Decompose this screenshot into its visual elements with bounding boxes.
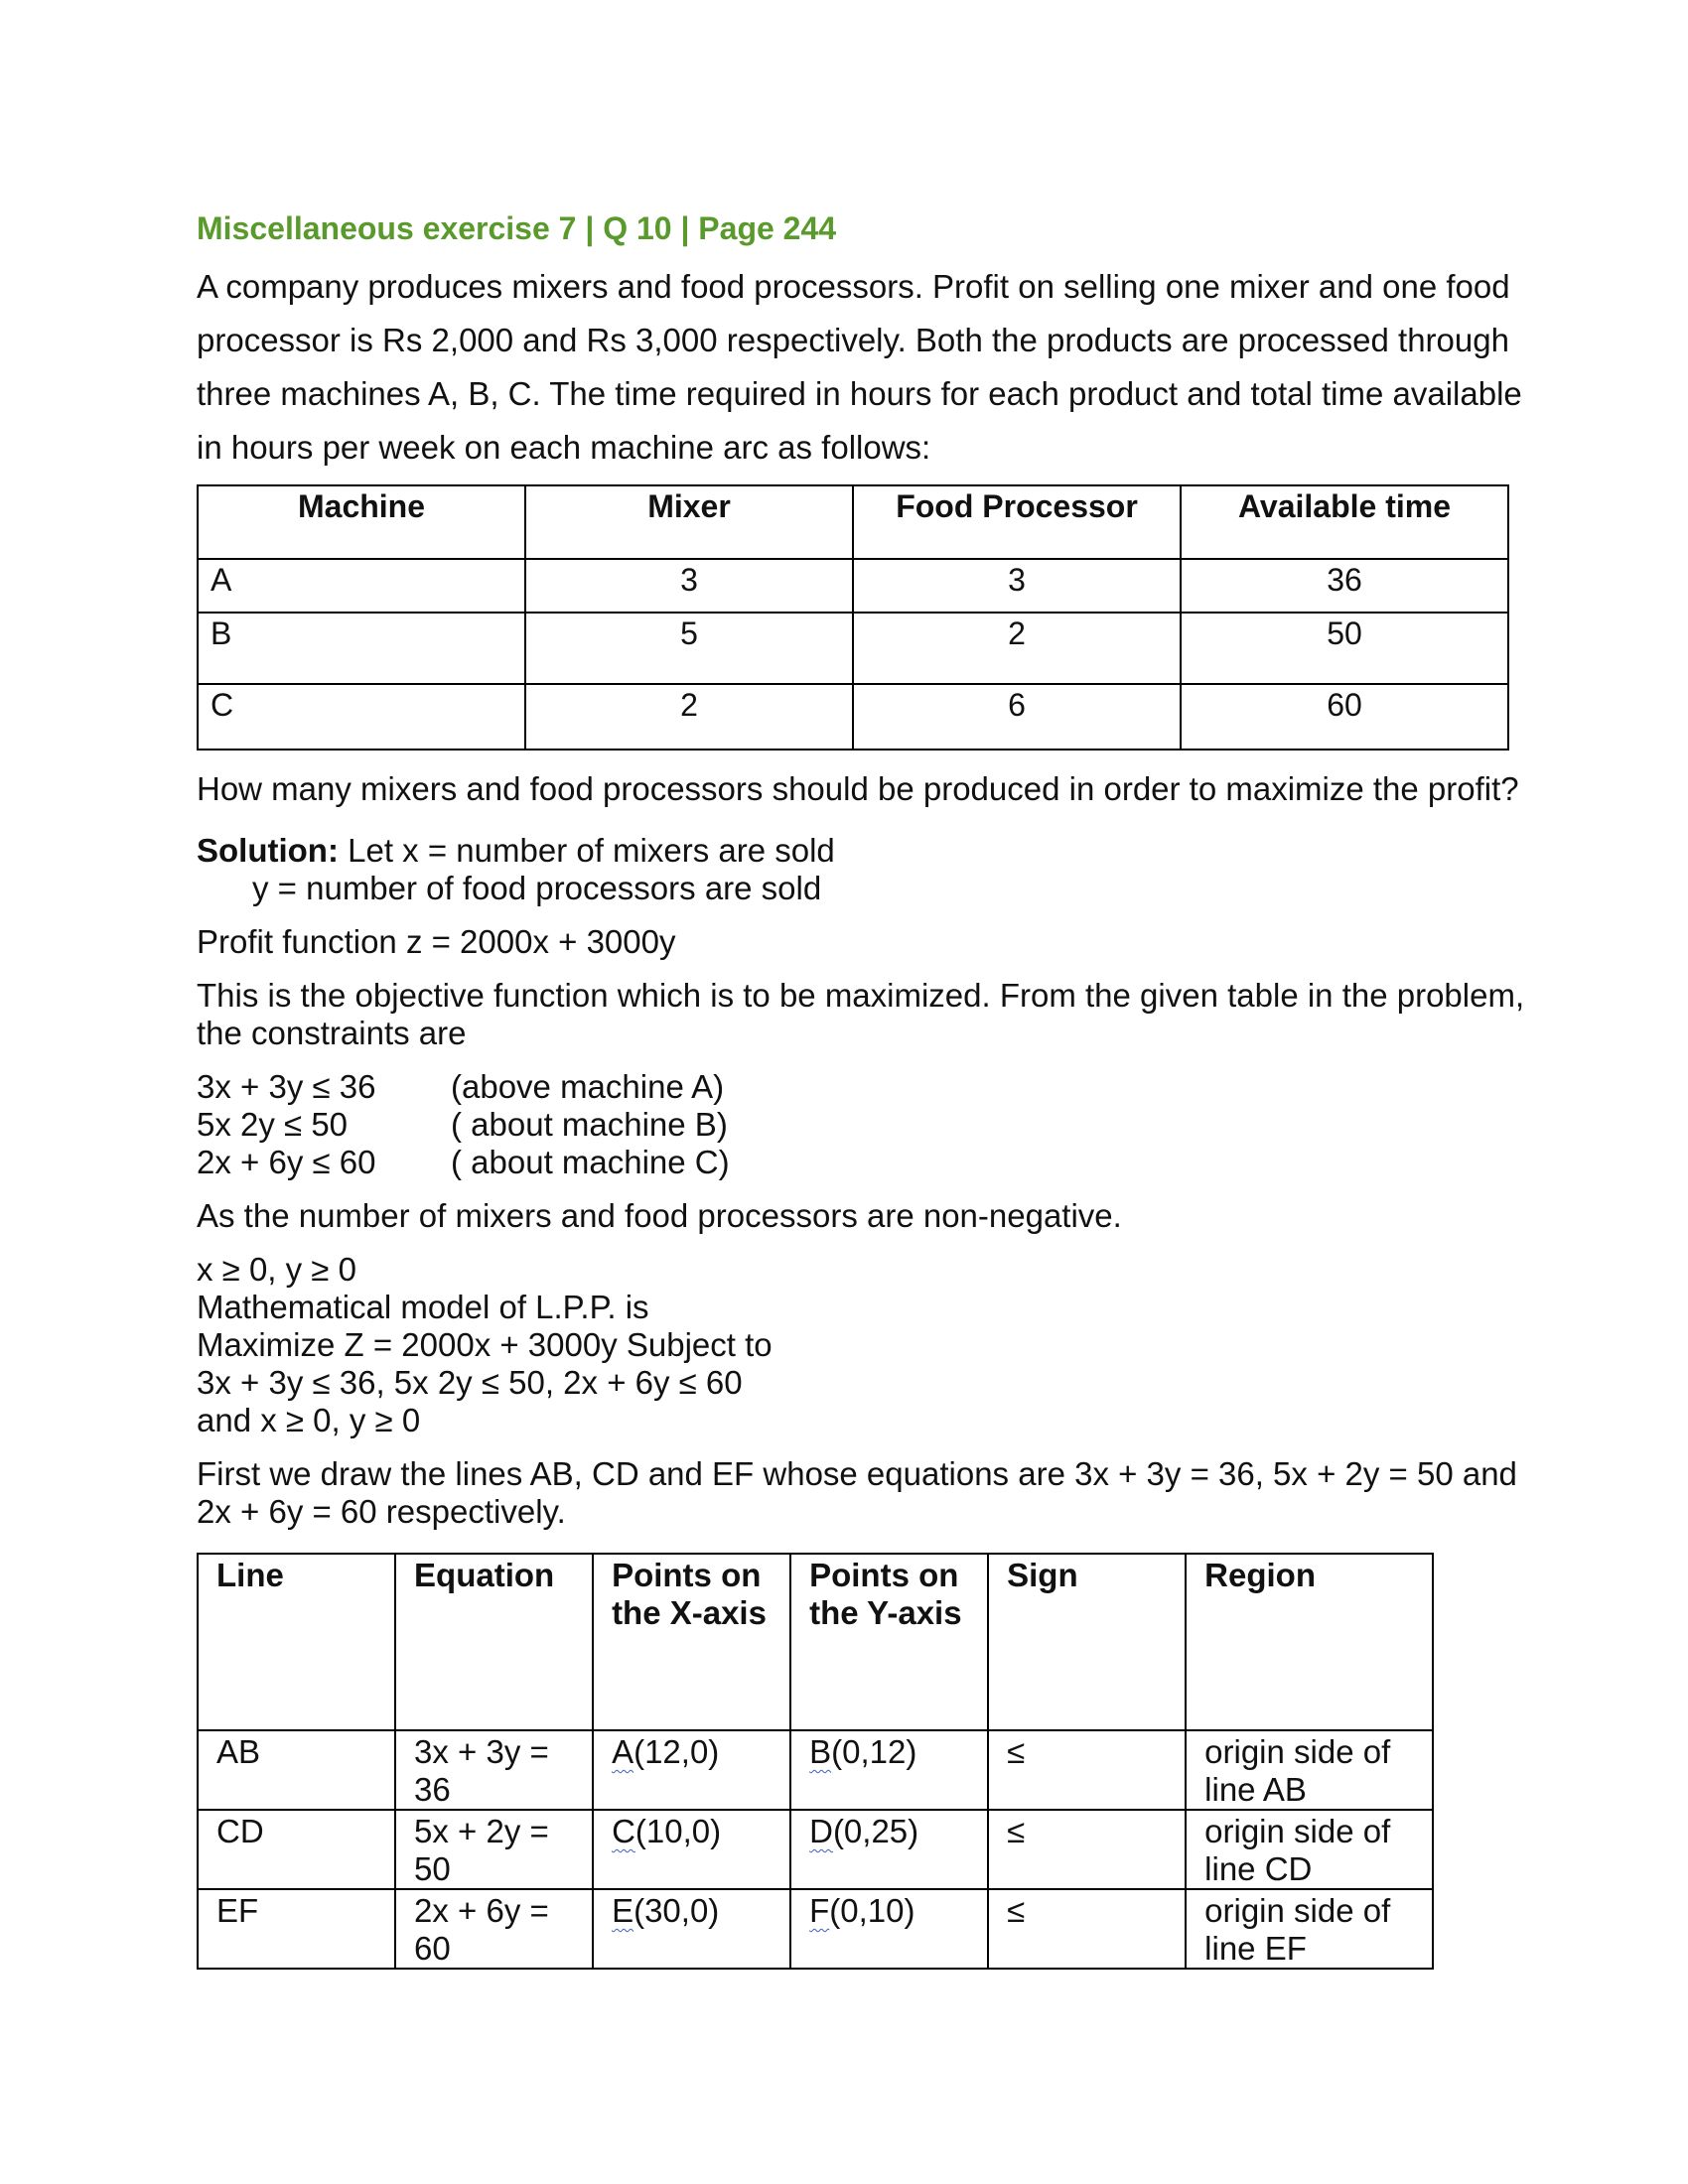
document-page xyxy=(197,208,1527,1970)
table-header-cell: Food Processor xyxy=(853,485,1181,559)
table-cell: 60 xyxy=(1181,684,1508,750)
region-cell: origin side of line CD xyxy=(1186,1810,1433,1889)
point-label: C xyxy=(612,1813,635,1849)
constraint-note: (above machine A) xyxy=(451,1068,725,1105)
table-cell: A xyxy=(198,559,525,613)
solution-intro xyxy=(197,832,1527,870)
machine-time-table xyxy=(197,484,1509,751)
model-line: x ≥ 0, y ≥ 0 xyxy=(197,1251,356,1288)
model-line: Maximize Z = 2000x + 3000y Subject to xyxy=(197,1326,773,1363)
table-header-cell: Equation xyxy=(395,1554,593,1730)
solution-let-x: Let x = number of mixers are sold xyxy=(338,832,835,869)
table-header-cell: Region xyxy=(1186,1554,1433,1730)
solution-label: Solution: xyxy=(197,832,339,869)
table-row xyxy=(198,1810,1433,1889)
point-label: B xyxy=(809,1733,832,1770)
sign-cell: ≤ xyxy=(988,1810,1186,1889)
problem-intro: A company produces mixers and food processors. Profit on selling one mixer and one food processor is Rs 2,000 and Rs 3,000 respectively. Both the products are processed through three machines A, B, C. The time required in hours for each product and total time available in hours per week on each machine arc as follows: xyxy=(197,268,1522,466)
table-cell: 2 xyxy=(853,613,1181,684)
table-header-cell: Available time xyxy=(1181,485,1508,559)
x-point-cell xyxy=(593,1810,790,1889)
region-cell: origin side of line AB xyxy=(1186,1730,1433,1810)
constraint-expr: 3x + 3y ≤ 36 xyxy=(197,1068,376,1105)
table-header-cell: Sign xyxy=(988,1554,1186,1730)
table-row xyxy=(198,684,1508,750)
point-coords: (0,10) xyxy=(829,1892,915,1929)
profit-function: Profit function z = 2000x + 3000y xyxy=(197,923,676,960)
y-point-cell xyxy=(790,1889,988,1969)
table-row xyxy=(198,613,1508,684)
table-header-cell: Points on the Y-axis xyxy=(790,1554,988,1730)
model-line: and x ≥ 0, y ≥ 0 xyxy=(197,1402,421,1438)
table-cell: 3 xyxy=(853,559,1181,613)
model-line: 3x + 3y ≤ 36, 5x 2y ≤ 50, 2x + 6y ≤ 60 xyxy=(197,1364,743,1401)
y-point-cell xyxy=(790,1810,988,1889)
table-cell: 6 xyxy=(853,684,1181,750)
point-label: E xyxy=(612,1892,634,1929)
point-label: F xyxy=(809,1892,830,1929)
lines-table xyxy=(197,1553,1434,1970)
constraints-list xyxy=(197,1068,1527,1181)
line-cell: EF xyxy=(198,1889,395,1969)
region-cell: origin side of line EF xyxy=(1186,1889,1433,1969)
model-line: Mathematical model of L.P.P. is xyxy=(197,1289,649,1325)
table-row xyxy=(198,1730,1433,1810)
line-cell: AB xyxy=(198,1730,395,1810)
y-point-cell xyxy=(790,1730,988,1810)
table-cell: 5 xyxy=(525,613,853,684)
equation-cell: 2x + 6y = 60 xyxy=(395,1889,593,1969)
table-header-cell: Line xyxy=(198,1554,395,1730)
exercise-heading: Miscellaneous exercise 7 | Q 10 | Page 244 xyxy=(197,210,837,246)
objective-text: This is the objective function which is to be maximized. From the given table in the problem, the constraints are xyxy=(197,977,1525,1051)
lines-text: First we draw the lines AB, CD and EF whose equations are 3x + 3y = 36, 5x + 2y = 50 and 2x + 6y = 60 respectively. xyxy=(197,1455,1517,1530)
table-cell: C xyxy=(198,684,525,750)
sign-cell: ≤ xyxy=(988,1730,1186,1810)
point-coords: (10,0) xyxy=(634,1813,722,1849)
table-header-cell: Machine xyxy=(198,485,525,559)
x-point-cell xyxy=(593,1730,790,1810)
table-cell: 36 xyxy=(1181,559,1508,613)
table-cell: 2 xyxy=(525,684,853,750)
point-coords: (0,12) xyxy=(831,1733,917,1770)
table-row xyxy=(198,559,1508,613)
table-header-cell: Mixer xyxy=(525,485,853,559)
table-cell: 3 xyxy=(525,559,853,613)
constraint-expr: 5x 2y ≤ 50 xyxy=(197,1106,349,1143)
nonnegative-text: As the number of mixers and food processors are non-negative. xyxy=(197,1197,1122,1234)
constraint-expr: 2x + 6y ≤ 60 xyxy=(197,1144,376,1180)
point-label: A xyxy=(612,1733,634,1770)
equation-cell: 3x + 3y = 36 xyxy=(395,1730,593,1810)
lpp-model xyxy=(197,1251,1527,1439)
point-coords: (30,0) xyxy=(633,1892,720,1929)
point-label: D xyxy=(809,1813,833,1849)
point-coords: (0,25) xyxy=(832,1813,919,1849)
x-point-cell xyxy=(593,1889,790,1969)
table-header-row xyxy=(198,1554,1433,1730)
table-cell: B xyxy=(198,613,525,684)
point-coords: (12,0) xyxy=(633,1733,720,1770)
table-row xyxy=(198,1889,1433,1969)
equation-cell: 5x + 2y = 50 xyxy=(395,1810,593,1889)
table-header-row xyxy=(198,485,1508,559)
question-text: How many mixers and food processors should be produced in order to maximize the profit? xyxy=(197,770,1519,807)
table-cell: 50 xyxy=(1181,613,1508,684)
table-header-cell: Points on the X-axis xyxy=(593,1554,790,1730)
line-cell: CD xyxy=(198,1810,395,1889)
constraint-note: ( about machine B) xyxy=(451,1106,728,1143)
sign-cell: ≤ xyxy=(988,1889,1186,1969)
constraint-note: ( about machine C) xyxy=(451,1144,730,1180)
solution-let-y: y = number of food processors are sold xyxy=(252,870,822,906)
